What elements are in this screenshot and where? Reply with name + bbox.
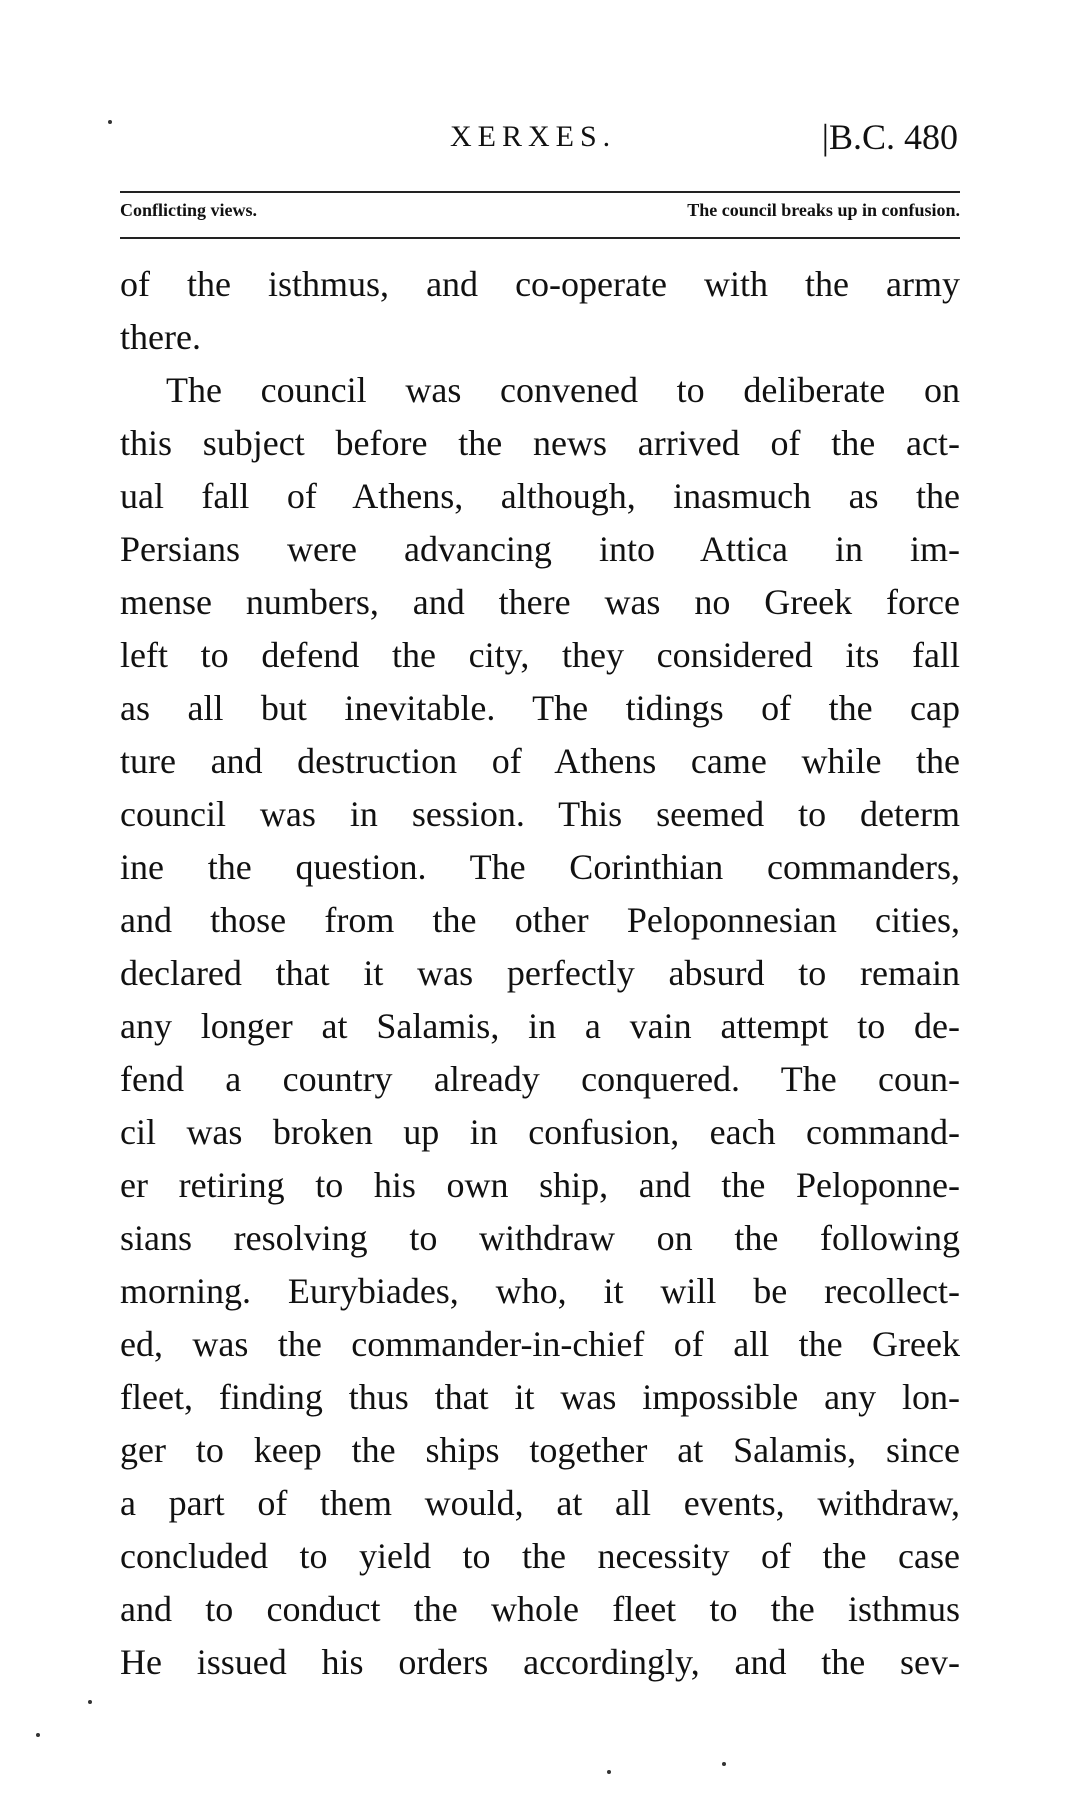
body-text [120,258,960,1689]
print-speck [36,1733,40,1737]
text-line: and to conduct the whole fleet to the isthmus [120,1589,960,1629]
running-title: XERXES. [450,120,617,153]
text-line: fend a country already conquered. The coun- [120,1059,960,1099]
text-line: concluded to yield to the necessity of the case [120,1536,960,1576]
text-line: any longer at Salamis, in a vain attempt to de- [120,1006,960,1046]
running-year: |B.C. 480 [821,117,958,157]
text-line: left to defend the city, they considered its fall [120,635,960,675]
marginal-subhead [120,200,960,230]
text-line: there. [120,317,201,357]
text-line: ine the question. The Corinthian commanders, [120,847,960,887]
text-line: as all but inevitable. The tidings of the cap [120,688,960,728]
text-line: ture and destruction of Athens came while the [120,741,960,781]
text-line: fleet, finding thus that it was impossible any lon- [120,1377,960,1417]
text-line: council was in session. This seemed to determ [120,794,960,834]
text-line: er retiring to his own ship, and the Peloponne- [120,1165,960,1205]
text-line: ger to keep the ships together at Salamis, since [120,1430,960,1470]
header-rule-bottom [120,237,960,239]
header-rule-top [120,191,960,193]
text-line: morning. Eurybiades, who, it will be recollect- [120,1271,960,1311]
subhead-left: Conflicting views. [120,200,257,220]
text-line: of the isthmus, and co-operate with the army [120,264,960,304]
text-line: The council was convened to deliberate on [166,370,960,410]
text-line: cil was broken up in confusion, each command- [120,1112,960,1152]
text-line: and those from the other Peloponnesian cities, [120,900,960,940]
text-line: a part of them would, at all events, withdraw, [120,1483,960,1523]
print-speck [607,1770,611,1774]
text-line: ual fall of Athens, although, inasmuch as the [120,476,960,516]
text-line: He issued his orders accordingly, and the sev- [120,1642,960,1682]
text-line: ed, was the commander-in-chief of all the Greek [120,1324,960,1364]
text-line: Persians were advancing into Attica in im- [120,529,960,569]
text-line: mense numbers, and there was no Greek force [120,582,960,622]
print-speck [722,1762,726,1766]
text-line: declared that it was perfectly absurd to remain [120,953,960,993]
print-speck [108,120,112,124]
text-line: this subject before the news arrived of the act- [120,423,960,463]
subhead-right: The council breaks up in confusion. [687,200,960,220]
text-line: sians resolving to withdraw on the following [120,1218,960,1258]
print-speck [88,1700,92,1704]
running-head [120,116,958,166]
